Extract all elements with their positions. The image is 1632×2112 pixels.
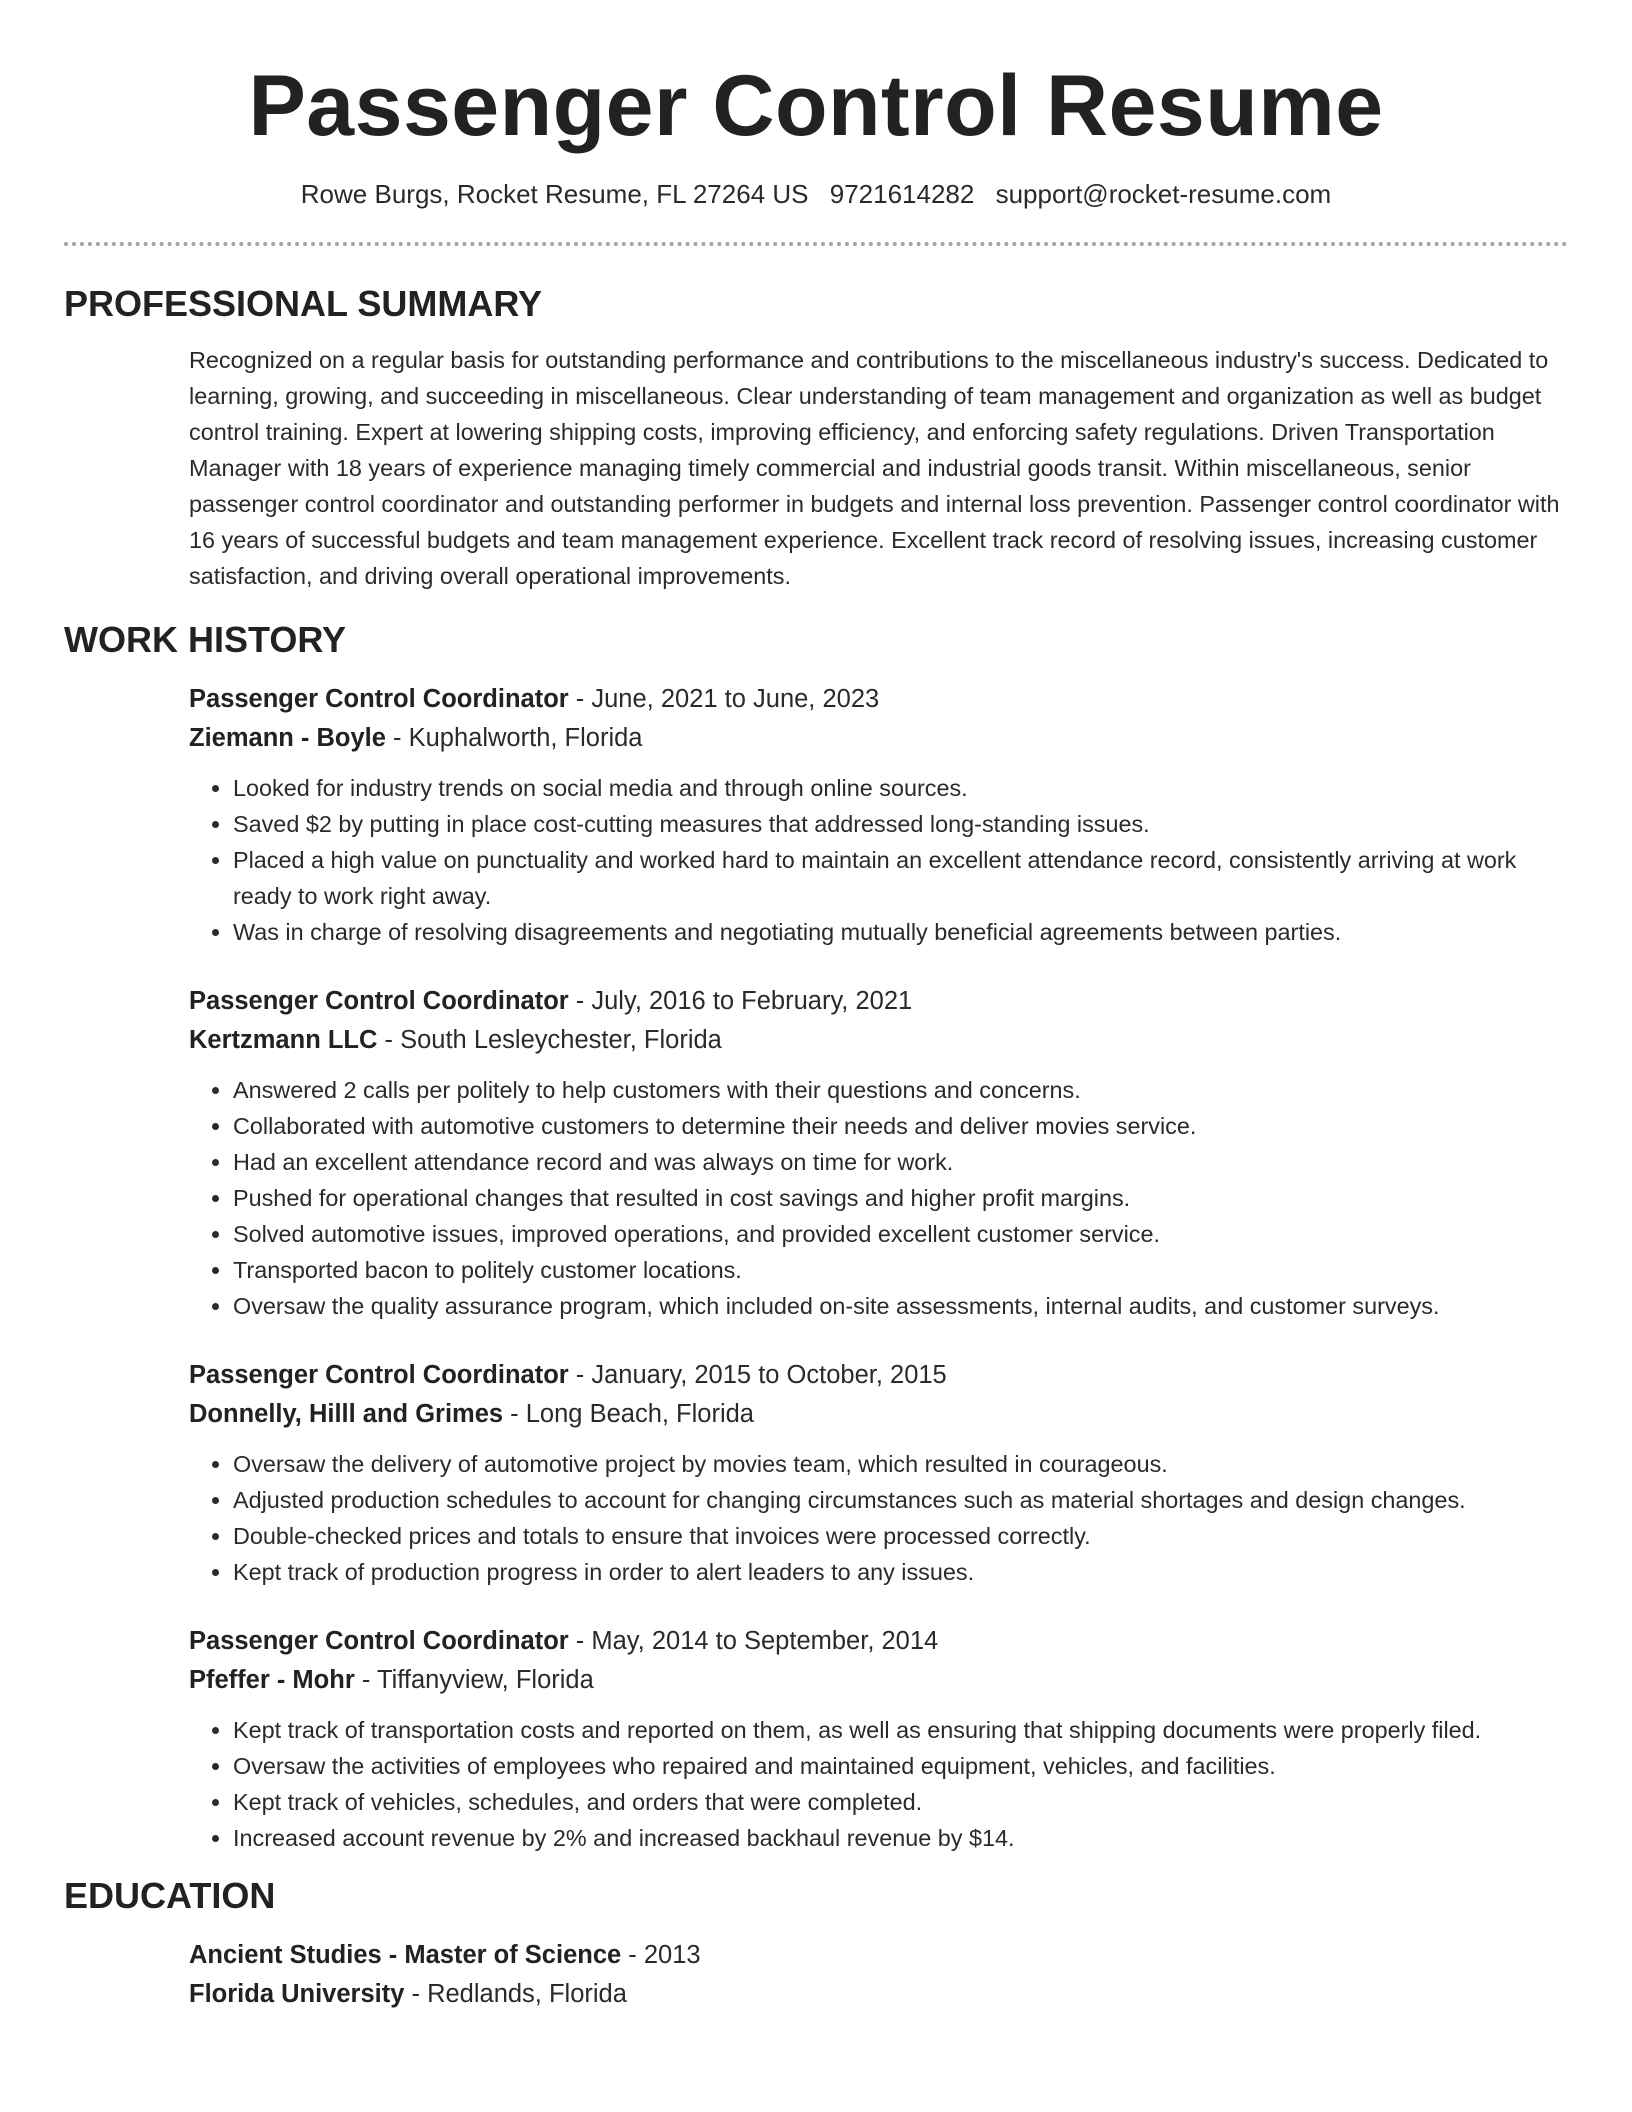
contact-line [64,178,1568,210]
section-heading-work-history: WORK HISTORY [64,619,347,660]
education-degree-line [189,1936,1568,1975]
job-title: Passenger Control Coordinator [189,685,569,713]
job-bullet: • Collaborated with automotive customers to determine their needs and deliver movies service. [233,1108,1568,1144]
job-bullet: • Kept track of vehicles, schedules, and orders that were completed. [233,1784,1568,1820]
job-bullets [189,770,1568,950]
job-dates: - July, 2016 to February, 2021 [568,987,913,1015]
contact-phone: 9721614282 [829,179,975,209]
job-bullet: • Placed a high value on punctuality and worked hard to maintain an excellent attendance record, consistently arriving at work ready to work right away. [233,842,1568,914]
job-bullet: • Kept track of production progress in order to alert leaders to any issues. [233,1554,1568,1590]
job-company-line [189,1661,1568,1700]
job-bullet: • Adjusted production schedules to account for changing circumstances such as material shortages and design changes. [233,1482,1568,1518]
section-heading-summary: PROFESSIONAL SUMMARY [64,283,543,324]
job-company-line [189,719,1568,758]
job-title: Passenger Control Coordinator [189,1361,569,1389]
job-dates: - May, 2014 to September, 2014 [568,1627,939,1655]
education-degree: Ancient Studies - Master of Science [189,1941,622,1969]
job-company: Donnelly, Hilll and Grimes [189,1400,504,1428]
section-heading-education: EDUCATION [64,1875,276,1916]
job-title-line [189,982,1568,1021]
education-year: - 2013 [621,1941,701,1969]
job-bullet: • Transported bacon to politely customer locations. [233,1252,1568,1288]
job-bullet: • Increased account revenue by 2% and increased backhaul revenue by $14. [233,1820,1568,1856]
job-location: - Long Beach, Florida [503,1400,754,1428]
education-school-line [189,1975,1568,2014]
education-section [64,1874,1568,2014]
job-bullet: • Oversaw the delivery of automotive project by movies team, which resulted in courageous. [233,1446,1568,1482]
job-entry [189,1356,1568,1590]
job-bullet: • Looked for industry trends on social media and through online sources. [233,770,1568,806]
resume-title: Passenger Control Resume [248,58,1384,154]
summary-text: Recognized on a regular basis for outstanding performance and contributions to the miscellaneous industry's success. Dedicated to learning, growing, and succeeding in miscellaneous. Clear understanding of team management and organization as well as budget control training. Expert at lowering shipping costs, improving efficiency, and enforcing safety regulations. Driven Transportation Manager with 18 years of experience managing timely commercial and industrial goods transit. Within miscellaneous, senior passenger control coordinator and outstanding performer in budgets and internal loss prevention. Passenger control coordinator with 16 years of successful budgets and team management experience. Excellent track record of resolving issues, increasing customer satisfaction, and driving overall operational improvements. [189,347,1560,589]
job-bullet: • Pushed for operational changes that resulted in cost savings and higher profit margins. [233,1180,1568,1216]
job-title-line [189,1622,1568,1661]
job-entry [189,1622,1568,1856]
contact-email: support@rocket-resume.com [995,179,1332,209]
summary-section [64,282,1568,594]
job-title-line [189,680,1568,719]
job-title-line [189,1356,1568,1395]
job-bullets [189,1072,1568,1324]
job-bullets [189,1446,1568,1590]
job-bullet: • Double-checked prices and totals to ensure that invoices were processed correctly. [233,1518,1568,1554]
job-bullet: • Oversaw the activities of employees who repaired and maintained equipment, vehicles, and facilities. [233,1748,1568,1784]
work-history-section [64,618,1568,1856]
job-dates: - January, 2015 to October, 2015 [568,1361,947,1389]
job-bullet: • Had an excellent attendance record and was always on time for work. [233,1144,1568,1180]
job-bullet: • Answered 2 calls per politely to help customers with their questions and concerns. [233,1072,1568,1108]
job-entry [189,982,1568,1324]
job-company: Kertzmann LLC [189,1026,378,1054]
education-school: Florida University [189,1980,405,2008]
job-bullet: • Solved automotive issues, improved operations, and provided excellent customer service. [233,1216,1568,1252]
job-company: Ziemann - Boyle [189,724,386,752]
job-bullet: • Oversaw the quality assurance program, which included on-site assessments, internal audits, and customer surveys. [233,1288,1568,1324]
job-location: - South Lesleychester, Florida [377,1026,722,1054]
job-bullet: • Saved $2 by putting in place cost-cutting measures that addressed long-standing issues. [233,806,1568,842]
job-title: Passenger Control Coordinator [189,987,569,1015]
job-location: - Kuphalworth, Florida [385,724,643,752]
job-company-line [189,1021,1568,1060]
job-dates: - June, 2021 to June, 2023 [568,685,880,713]
job-bullets [189,1712,1568,1856]
education-location: - Redlands, Florida [404,1980,627,2008]
job-bullet: • Was in charge of resolving disagreements and negotiating mutually beneficial agreements between parties. [233,914,1568,950]
job-title: Passenger Control Coordinator [189,1627,569,1655]
header-divider [64,242,1568,246]
job-company: Pfeffer - Mohr [189,1666,355,1694]
job-bullet: • Kept track of transportation costs and reported on them, as well as ensuring that shipping documents were properly filed. [233,1712,1568,1748]
job-entry [189,680,1568,950]
job-location: - Tiffanyview, Florida [354,1666,594,1694]
contact-address: Rowe Burgs, Rocket Resume, FL 27264 US [300,179,809,209]
job-company-line [189,1395,1568,1434]
